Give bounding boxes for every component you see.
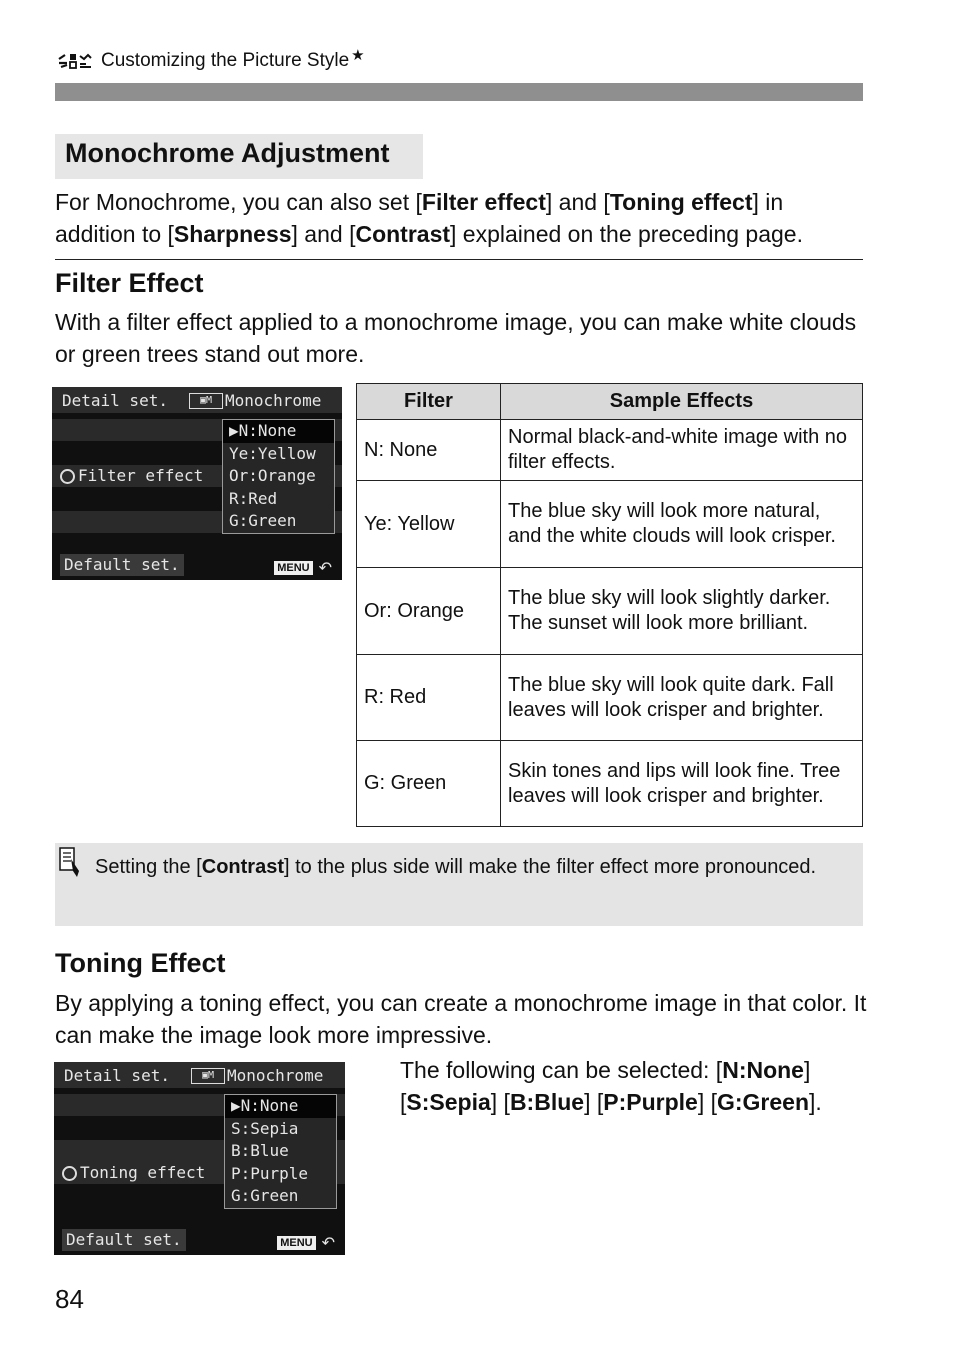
lcd-option: Or:Orange [223, 465, 334, 488]
lcd-title-bar [52, 387, 342, 413]
lcd-style-name: Monochrome [227, 1066, 324, 1085]
table-header-filter: Filter [357, 384, 501, 420]
lcd-setting-text: Filter effect [78, 466, 204, 485]
lcd-title-bar [54, 1062, 345, 1088]
advanced-star: ★ [351, 47, 365, 64]
lcd-title-left: Detail set. [64, 1066, 170, 1085]
memo-icon [59, 847, 81, 879]
table-row [357, 481, 863, 568]
lcd-option: R:Red [223, 488, 334, 511]
menu-button-icon: MENU [274, 561, 312, 575]
lcd-option: G:Green [225, 1185, 336, 1208]
lcd-default-set-button: Default set. [60, 554, 184, 576]
lcd-style-name: Monochrome [225, 391, 322, 410]
section-title: Monochrome Adjustment [55, 134, 423, 179]
filter-effects-table [356, 383, 863, 827]
page-number: 84 [55, 1284, 84, 1314]
lcd-option: P:Purple [225, 1163, 336, 1186]
table-cell-effect: The blue sky will look more natural, and the white clouds will look crisper. [501, 481, 863, 568]
lcd-option: ▶N:None [223, 420, 334, 443]
toning-icon [62, 1166, 77, 1181]
lcd-option: S:Sepia [225, 1118, 336, 1141]
lcd-toning-options [224, 1094, 337, 1209]
table-cell-effect: Skin tones and lips will look fine. Tree leaves will look crisper and brighter. [501, 741, 863, 827]
lcd-filter-options [222, 419, 335, 534]
table-cell-effect: The blue sky will look slightly darker. The sunset will look more brilliant. [501, 568, 863, 655]
lcd-default-set-button: Default set. [62, 1229, 186, 1251]
table-row [357, 420, 863, 481]
table-cell-filter: N: None [357, 420, 501, 481]
note-text: Setting the [Contrast] to the plus side will make the filter effect more pronounced. [95, 856, 817, 878]
table-cell-effect: The blue sky will look quite dark. Fall leaves will look crisper and brighter. [501, 655, 863, 741]
return-icon: ↶ [318, 560, 332, 577]
lcd-option: B:Blue [225, 1140, 336, 1163]
table-row [357, 655, 863, 741]
filter-icon [60, 469, 75, 484]
toning-effect-heading: Toning Effect [55, 948, 226, 978]
table-cell-effect: Normal black-and-white image with no filter effects. [501, 420, 863, 481]
picture-style-icon [57, 51, 93, 71]
lcd-option: G:Green [223, 510, 334, 533]
lcd-title-right [191, 1066, 323, 1085]
filter-effect-description: With a filter effect applied to a monochrome image, you can make white clouds or green trees stand out more. [55, 309, 857, 367]
table-row [357, 741, 863, 827]
header-title: Customizing the Picture Style [101, 50, 350, 71]
lcd-menu-return [277, 1233, 335, 1253]
lcd-setting-text: Toning effect [80, 1163, 206, 1182]
table-header-row [357, 384, 863, 420]
table-row [357, 568, 863, 655]
menu-button-icon: MENU [277, 1236, 315, 1250]
toning-lcd-screen [54, 1062, 345, 1255]
monochrome-style-icon: ▣M [189, 393, 223, 409]
table-cell-filter: G: Green [357, 741, 501, 827]
toning-options-text: The following can be selected: [N:None] [S:Sepia] [B:Blue] [P:Purple] [G:Green]. [400, 1057, 822, 1115]
intro-paragraph: For Monochrome, you can also set [Filter effect] and [Toning effect] in addition to [Sharpness] and [Contrast] explained on the preceding page. [55, 189, 803, 247]
note-box [55, 843, 863, 926]
lcd-menu-return [274, 558, 332, 578]
lcd-toning-effect-label [62, 1162, 205, 1184]
section-divider [55, 259, 863, 260]
header-bar [55, 83, 863, 101]
table-cell-filter: Or: Orange [357, 568, 501, 655]
lcd-filter-effect-label [60, 465, 203, 487]
toning-effect-description: By applying a toning effect, you can create a monochrome image in that color. It can make the image look more impressive. [55, 990, 867, 1048]
lcd-option: ▶N:None [225, 1095, 336, 1118]
page-header [57, 47, 365, 72]
lcd-option: Ye:Yellow [223, 443, 334, 466]
filter-lcd-screen [52, 387, 342, 580]
table-cell-filter: R: Red [357, 655, 501, 741]
table-header-effects: Sample Effects [501, 384, 863, 420]
monochrome-style-icon: ▣M [191, 1068, 225, 1084]
filter-effect-heading: Filter Effect [55, 268, 204, 298]
lcd-title-left: Detail set. [62, 391, 168, 410]
lcd-title-right [189, 391, 321, 410]
return-icon: ↶ [321, 1235, 335, 1252]
table-cell-filter: Ye: Yellow [357, 481, 501, 568]
